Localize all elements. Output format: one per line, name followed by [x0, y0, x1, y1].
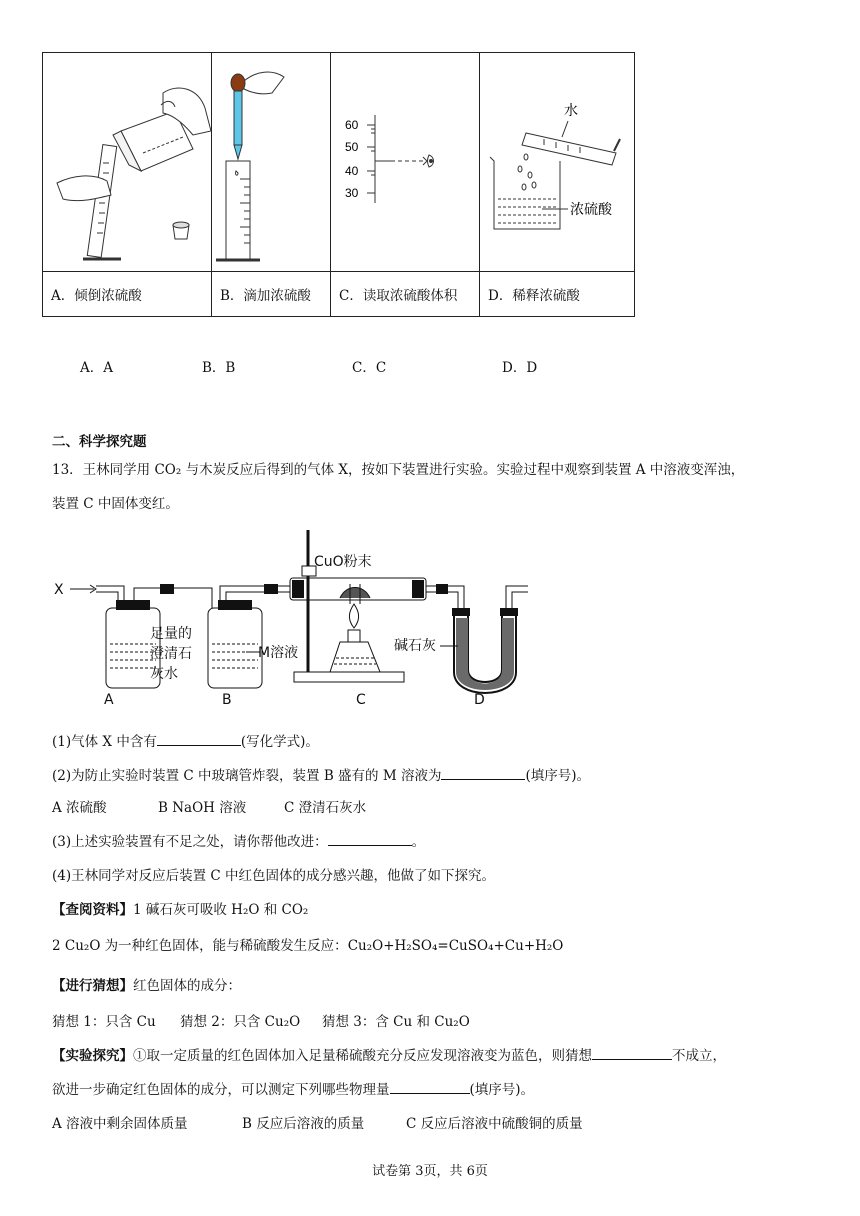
bottle-a-label-1: 足量的 — [150, 626, 192, 642]
explore2-text-end: (填序号)。 — [469, 1082, 535, 1098]
explore-answer-blank-1[interactable] — [592, 1045, 672, 1060]
part2-option-b: B NaOH 溶液 — [158, 800, 247, 816]
guess-tag: 【进行猜想】 — [52, 978, 133, 994]
answer-choice-b[interactable]: B．B — [202, 360, 236, 376]
part3-answer-blank[interactable] — [328, 831, 412, 846]
device-c-label: C — [356, 692, 366, 708]
answer-choice-a[interactable]: A．A — [80, 360, 113, 376]
explore-text-end: 不成立， — [672, 1048, 726, 1064]
guess-heading-text: 红色固体的成分： — [133, 978, 241, 994]
option-c-image — [331, 53, 480, 272]
water-label: 水 — [564, 103, 578, 119]
reference-tag: 【查阅资料】 — [52, 902, 133, 918]
bottle-a-label-2: 澄清石 — [150, 646, 192, 662]
tick-label: 40 — [345, 164, 359, 178]
q13-part2 — [52, 764, 590, 784]
measure-option-c: C 反应后溶液中硫酸铜的质量 — [406, 1116, 583, 1132]
option-b-caption: B．滴加浓硫酸 — [212, 272, 331, 317]
explore-text: ①取一定质量的红色固体加入足量稀硫酸充分反应发现溶液变为蓝色，则猜想 — [133, 1048, 592, 1064]
section-title: 二、科学探究题 — [52, 434, 147, 450]
explore-tag: 【实验探究】 — [52, 1048, 133, 1064]
guess-1: 猜想 1：只含 Cu — [52, 1014, 156, 1030]
device-a-label: A — [104, 692, 114, 708]
options-table — [42, 52, 635, 317]
part2-option-c: C 澄清石灰水 — [284, 800, 367, 816]
guess-2: 猜想 2：只含 Cu₂O — [180, 1014, 301, 1030]
part3-text-end: 。 — [411, 834, 426, 850]
soda-lime-label: 碱石灰 — [394, 638, 436, 654]
explore-line2 — [52, 1078, 534, 1098]
gas-x-label: X — [54, 582, 64, 598]
part2-text: (2)为防止实验时装置 C 中玻璃管炸裂，装置 B 盛有的 M 溶液为 — [52, 768, 442, 784]
conc-acid-label: 浓硫酸 — [570, 202, 612, 218]
bottle-a-label-3: 灰水 — [150, 666, 178, 682]
part2-answer-blank[interactable] — [441, 765, 525, 780]
explore2-text: 欲进一步确定红色固体的成分，可以测定下列哪些物理量 — [52, 1082, 390, 1098]
reference-2 — [52, 934, 563, 954]
part2-text-end: (填序号)。 — [525, 768, 590, 784]
option-a-caption: A．倾倒浓硫酸 — [43, 272, 212, 317]
cuo-label: CuO粉末 — [314, 554, 372, 570]
q13-part3 — [52, 830, 425, 850]
answer-choice-c[interactable]: C．C — [352, 360, 387, 376]
part1-text-end: (写化学式)。 — [240, 734, 319, 750]
reference-1 — [52, 898, 308, 918]
tick-label: 60 — [345, 118, 359, 132]
part1-answer-blank[interactable] — [157, 731, 241, 746]
reference-1-text: 1 碱石灰可吸收 H₂O 和 CO₂ — [133, 902, 309, 918]
guess-heading — [52, 974, 241, 994]
explore-answer-blank-2[interactable] — [390, 1079, 470, 1094]
part2-option-a: A 浓硫酸 — [52, 800, 107, 816]
q13-stem-line2: 装置 C 中固体变红。 — [52, 496, 179, 512]
page-footer: 试卷第 3页，共 6页 — [372, 1164, 488, 1179]
option-b-image — [212, 53, 331, 272]
measure-option-b: B 反应后溶液的质量 — [242, 1116, 365, 1132]
guess-3: 猜想 3：含 Cu 和 Cu₂O — [322, 1014, 470, 1030]
option-a-image — [43, 53, 212, 272]
tick-label: 30 — [345, 186, 359, 200]
part3-text: (3)上述实验装置有不足之处，请你帮他改进： — [52, 834, 328, 850]
option-c-caption: C．读取浓硫酸体积 — [331, 272, 480, 317]
q13-part1 — [52, 730, 319, 750]
reaction-equation: Cu₂O+H₂SO₄=CuSO₄+Cu+H₂O — [347, 938, 564, 954]
reference-2-text: 2 Cu₂O 为一种红色固体，能与稀硫酸发生反应： — [52, 938, 348, 954]
device-d-label: D — [474, 692, 485, 708]
explore-line1 — [52, 1044, 726, 1064]
answer-choice-d[interactable]: D．D — [502, 360, 538, 376]
tick-label: 50 — [345, 140, 359, 154]
option-d-image — [480, 53, 635, 272]
device-b-label: B — [222, 692, 232, 708]
q13-part4: (4)王林同学对反应后装置 C 中红色固体的成分感兴趣，他做了如下探究。 — [52, 868, 496, 884]
measure-option-a: A 溶液中剩余固体质量 — [52, 1116, 188, 1132]
m-solution-label: M溶液 — [258, 645, 299, 661]
part1-text: (1)气体 X 中含有 — [52, 734, 157, 750]
apparatus-diagram — [50, 522, 540, 712]
q13-stem-line1: 13．王林同学用 CO₂ 与木炭反应后得到的气体 X，按如下装置进行实验。实验过程中观察到装置 A 中溶液变浑浊， — [52, 462, 745, 478]
option-d-caption: D．稀释浓硫酸 — [480, 272, 635, 317]
